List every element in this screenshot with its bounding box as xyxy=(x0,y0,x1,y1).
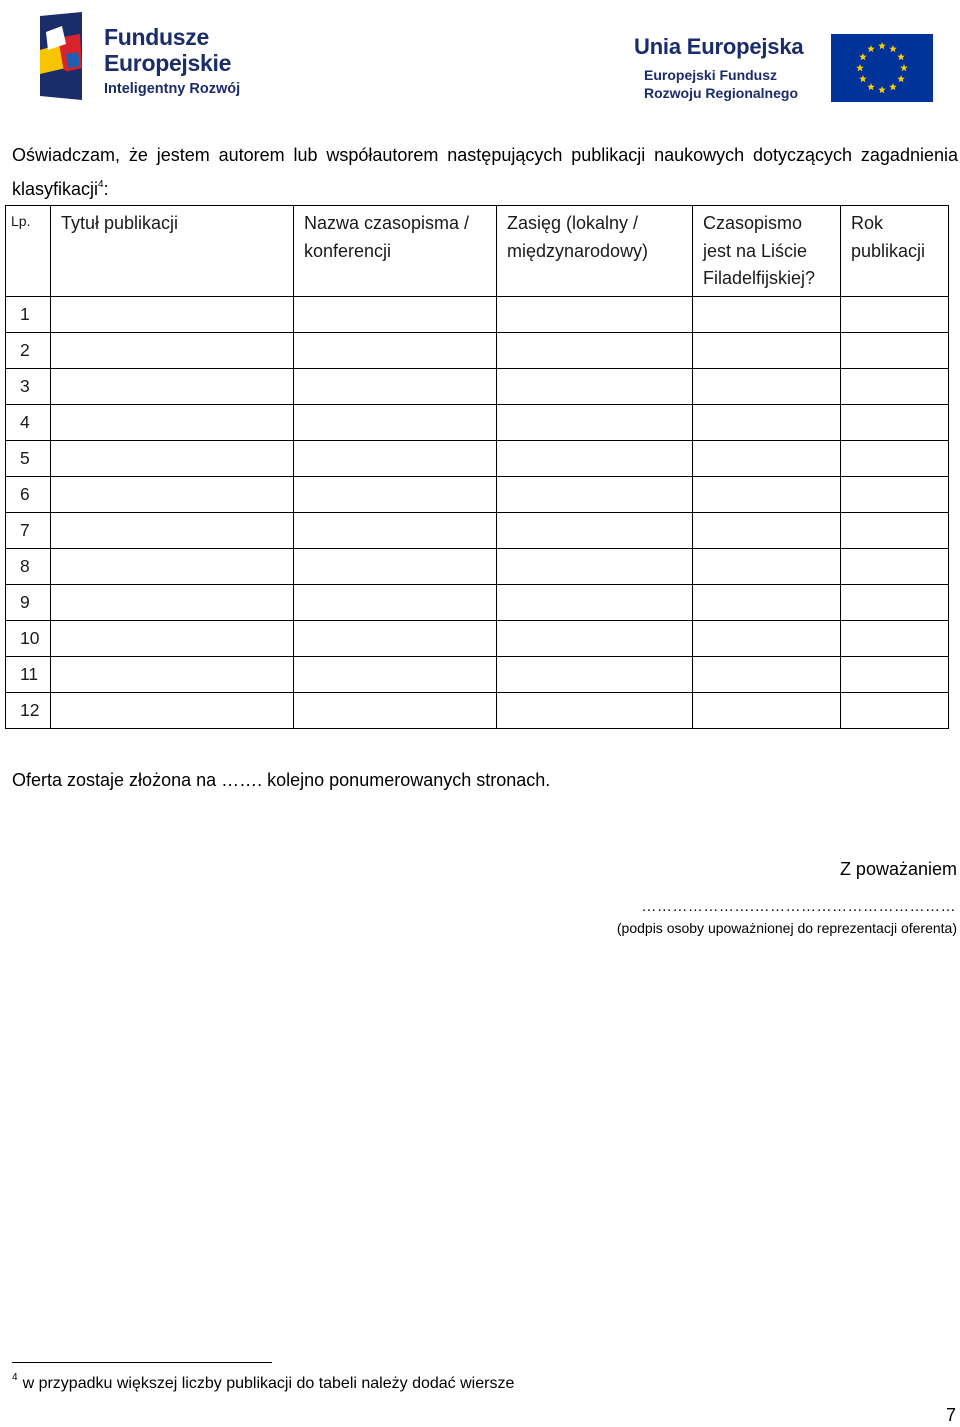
intro-statement xyxy=(12,138,958,206)
cell-journal[interactable] xyxy=(294,369,497,405)
table-body xyxy=(6,297,949,729)
cell-scope[interactable] xyxy=(497,585,693,621)
signature-caption: (podpis osoby upoważnionej do reprezentacji oferenta) xyxy=(616,920,957,936)
cell-journal[interactable] xyxy=(294,657,497,693)
closing-regards: Z poważaniem xyxy=(839,859,957,879)
cell-philadelphia-list[interactable] xyxy=(693,693,841,729)
cell-title[interactable] xyxy=(51,333,294,369)
cell-journal[interactable] xyxy=(294,297,497,333)
cell-title[interactable] xyxy=(51,405,294,441)
header-lp: Lp. xyxy=(6,206,51,297)
footnote-text: w przypadku większej liczby publikacji do tabeli należy dodać wiersze xyxy=(22,1375,515,1392)
cell-title[interactable] xyxy=(51,477,294,513)
row-number: 12 xyxy=(6,693,51,729)
cell-scope[interactable] xyxy=(497,333,693,369)
row-number: 4 xyxy=(6,405,51,441)
cell-journal[interactable] xyxy=(294,621,497,657)
publications-table xyxy=(5,205,949,729)
cell-year[interactable] xyxy=(841,297,949,333)
cell-year[interactable] xyxy=(841,621,949,657)
header-title: Tytuł publikacji xyxy=(51,206,294,297)
fundusze-europejskie-emblem-icon xyxy=(36,10,100,102)
cell-year[interactable] xyxy=(841,333,949,369)
table-row xyxy=(6,405,949,441)
cell-philadelphia-list[interactable] xyxy=(693,657,841,693)
offer-pages-statement: Oferta zostaje złożona na ……. kolejno ponumerowanych stronach. xyxy=(12,770,551,790)
header-philadelphia-list: Czasopismo jest na Liście Filadelfijskiej? xyxy=(693,206,841,297)
cell-philadelphia-list[interactable] xyxy=(693,621,841,657)
eu-flag-icon xyxy=(831,34,933,102)
cell-journal[interactable] xyxy=(294,333,497,369)
table-row xyxy=(6,297,949,333)
cell-year[interactable] xyxy=(841,477,949,513)
header-scope: Zasięg (lokalny / międzynarodowy) xyxy=(497,206,693,297)
header-journal: Nazwa czasopisma / konferencji xyxy=(294,206,497,297)
cell-scope[interactable] xyxy=(497,405,693,441)
cell-year[interactable] xyxy=(841,513,949,549)
logo-line-inteligentny-rozwoj: Inteligentny Rozwój xyxy=(104,81,241,97)
table-row xyxy=(6,441,949,477)
row-number: 7 xyxy=(6,513,51,549)
ue-subtitle-line2: Rozwoju Regionalnego xyxy=(644,85,798,101)
cell-philadelphia-list[interactable] xyxy=(693,369,841,405)
row-number: 3 xyxy=(6,369,51,405)
cell-scope[interactable] xyxy=(497,621,693,657)
cell-scope[interactable] xyxy=(497,693,693,729)
cell-title[interactable] xyxy=(51,657,294,693)
cell-philadelphia-list[interactable] xyxy=(693,477,841,513)
cell-title[interactable] xyxy=(51,549,294,585)
cell-title[interactable] xyxy=(51,585,294,621)
row-number: 5 xyxy=(6,441,51,477)
cell-year[interactable] xyxy=(841,657,949,693)
cell-year[interactable] xyxy=(841,585,949,621)
logo-line-fundusze: Fundusze xyxy=(104,24,209,50)
table-row xyxy=(6,621,949,657)
cell-year[interactable] xyxy=(841,693,949,729)
row-number: 2 xyxy=(6,333,51,369)
cell-year[interactable] xyxy=(841,405,949,441)
cell-journal[interactable] xyxy=(294,693,497,729)
ue-subtitle-line1: Europejski Fundusz xyxy=(644,67,778,83)
table-row xyxy=(6,693,949,729)
cell-year[interactable] xyxy=(841,441,949,477)
intro-text: Oświadczam, że jestem autorem lub współautorem następujących publikacji naukowych dotyczących zagadnienia klasyfikacji xyxy=(12,145,958,199)
cell-scope[interactable] xyxy=(497,657,693,693)
header-year: Rok publikacji xyxy=(841,206,949,297)
logo-line-europejskie: Europejskie xyxy=(104,50,232,76)
row-number: 6 xyxy=(6,477,51,513)
intro-suffix: : xyxy=(103,179,109,199)
cell-philadelphia-list[interactable] xyxy=(693,297,841,333)
cell-journal[interactable] xyxy=(294,405,497,441)
cell-journal[interactable] xyxy=(294,441,497,477)
table-row xyxy=(6,477,949,513)
footnote-reference: 4 xyxy=(98,179,104,190)
cell-philadelphia-list[interactable] xyxy=(693,333,841,369)
ue-subtitle xyxy=(644,66,798,102)
cell-philadelphia-list[interactable] xyxy=(693,405,841,441)
table-row xyxy=(6,513,949,549)
page-number: 7 xyxy=(945,1405,956,1425)
table-row xyxy=(6,585,949,621)
cell-title[interactable] xyxy=(51,441,294,477)
cell-journal[interactable] xyxy=(294,585,497,621)
table-row xyxy=(6,657,949,693)
cell-journal[interactable] xyxy=(294,513,497,549)
cell-philadelphia-list[interactable] xyxy=(693,441,841,477)
table-header-row xyxy=(6,206,949,297)
row-number: 1 xyxy=(6,297,51,333)
cell-philadelphia-list[interactable] xyxy=(693,585,841,621)
table-row xyxy=(6,333,949,369)
row-number: 11 xyxy=(6,657,51,693)
cell-title[interactable] xyxy=(51,513,294,549)
cell-scope[interactable] xyxy=(497,477,693,513)
footnote-marker: 4 xyxy=(12,1372,18,1383)
cell-scope[interactable] xyxy=(497,513,693,549)
ue-title: Unia Europejska xyxy=(634,34,804,59)
row-number: 9 xyxy=(6,585,51,621)
footnote-divider xyxy=(12,1362,272,1363)
signature-line: ………………….………………………………… xyxy=(641,898,956,915)
footnote xyxy=(12,1372,514,1396)
table-row xyxy=(6,369,949,405)
row-number: 10 xyxy=(6,621,51,657)
cell-journal[interactable] xyxy=(294,549,497,585)
fundusze-europejskie-logo xyxy=(36,10,256,102)
cell-philadelphia-list[interactable] xyxy=(693,513,841,549)
cell-journal[interactable] xyxy=(294,477,497,513)
cell-philadelphia-list[interactable] xyxy=(693,549,841,585)
cell-scope[interactable] xyxy=(497,441,693,477)
cell-title[interactable] xyxy=(51,693,294,729)
cell-title[interactable] xyxy=(51,369,294,405)
cell-year[interactable] xyxy=(841,369,949,405)
cell-year[interactable] xyxy=(841,549,949,585)
table-row xyxy=(6,549,949,585)
row-number: 8 xyxy=(6,549,51,585)
cell-scope[interactable] xyxy=(497,297,693,333)
unia-europejska-logo xyxy=(632,32,934,104)
cell-scope[interactable] xyxy=(497,549,693,585)
cell-scope[interactable] xyxy=(497,369,693,405)
cell-title[interactable] xyxy=(51,621,294,657)
cell-title[interactable] xyxy=(51,297,294,333)
